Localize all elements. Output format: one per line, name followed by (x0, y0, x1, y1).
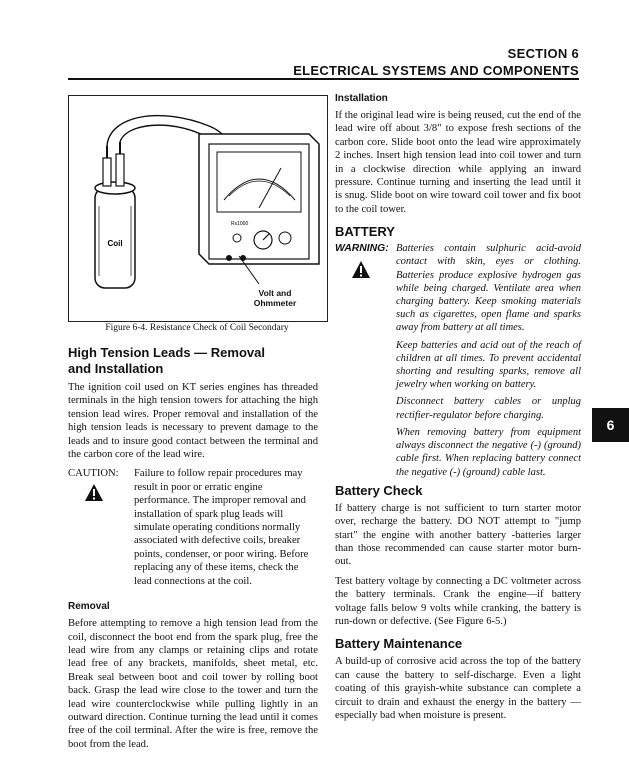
section-header (293, 46, 579, 78)
left-column (68, 345, 318, 751)
section-number: SECTION 6 (507, 46, 579, 61)
figure-6-4 (68, 95, 328, 322)
ohmmeter-drawing (199, 134, 319, 264)
warning-paragraph: Batteries contain sulphuric acid-avoid contact with skin, eyes or clothing. Batteries produce explosive hydrogen gas while being charged. Ventilate area when charging battery. Keep smoking materials such as cigarettes, open flame and sparks away from battery at all times. (396, 243, 581, 334)
battery-check-p1: If battery charge is not sufficient to turn starter motor over, recharge the battery. DO NOT attempt to "jump start" the engine with another battery -batteries larger than those recommended can cause starter motor burn-out. (335, 502, 581, 568)
battery-check-p2: Test battery voltage by connecting a DC voltmeter across the battery terminals. Crank the engine—if battery voltage falls below 9 volts while cranking, the battery is run-down or defective. (See Figure 6-5.) (335, 575, 581, 627)
caution-label: CAUTION: (68, 468, 119, 480)
high-tension-heading: High Tension Leads — Removal and Installation (68, 345, 265, 376)
section-tab: 6 (592, 408, 629, 442)
coil-label: Coil (107, 239, 123, 248)
figure-caption: Figure 6-4. Resistance Check of Coil Secondary (105, 323, 289, 333)
warning-paragraph: When removing battery from equipment always disconnect the negative (-) (ground) cable first. When replacing battery connect the negative (-) (ground) cable last. (396, 426, 581, 478)
warning-triangle-icon (84, 483, 104, 503)
battery-check-heading: Battery Check (335, 482, 423, 498)
battery-heading: BATTERY (335, 224, 395, 240)
battery-maintenance-heading: Battery Maintenance (335, 636, 463, 652)
high-tension-intro: The ignition coil used on KT series engines has threaded terminals in the high tension towers for attaching the high tension lead wires. Proper removal and installation of the high tension leads is necessary to prevent damage to the leads and to insure good contact between the terminal and the carbon core of the lead wire. (68, 382, 318, 461)
installation-text: If the original lead wire is being reused, cut the end of the lead wire off about 3/8" to expose fresh sections of the carbon core. Slide boot onto the lead wire approximately 2 inches. Insert high tension lead into coil tower and turn in a clockwise direction while applying an inward pressure. Continue turning and inserting the lead until it is snug. Slide boot on wire toward coil tower and fix boot to the coil tower. (335, 110, 581, 215)
warning-triangle-icon (351, 260, 371, 280)
caution-text: Failure to follow repair procedures may result in poor or erratic engine performance. The improper removal and installation of spark plug leads will simulate operating conditions normally associated with defective coils, breaker points, condenser, or poor wiring. Before replacing any of these items, check the lead connections at the coil. (134, 468, 309, 587)
header-rule (68, 78, 579, 80)
battery-maintenance-p1: A build-up of corrosive acid across the top of the battery can cause the battery to self-discharge. Even a light coating of this grayish-white substance can complete a circuit to drain and exhaust the energy in the battery — especially bad when moisture is present. (335, 656, 581, 721)
meter-label: Volt and Ohmmeter (253, 288, 297, 308)
warning-block (335, 242, 581, 478)
warning-paragraph: Keep batteries and acid out of the reach of children at all times. To prevent accidental shorting and resulting sparks, remove all jewelry when working on battery. (396, 339, 581, 391)
coil-drawing (95, 142, 135, 288)
removal-text: Before attempting to remove a high tension lead from the coil, disconnect the boot end from the spark plug, free the lead wire from any clamps or retaining clips and rotate lead free of any brackets, manifolds, sheet metal, etc. Break seal between boot and coil tower by rolling boot back. Grasp the lead wire close to the tower and turn the lead wire counterclockwise while pulling lightly in an outward direction. Continue turning the lead until it comes free of the coil terminal. After the wire is free, remove the boot from the lead. (68, 618, 318, 750)
right-column (335, 92, 581, 722)
warning-text (396, 242, 581, 478)
installation-heading: Installation (335, 93, 388, 104)
warning-paragraph: Disconnect battery cables or unplug rectifier-regulator before charging. (396, 396, 581, 421)
section-title: ELECTRICAL SYSTEMS AND COMPONENTS (293, 63, 579, 78)
removal-heading: Removal (68, 601, 110, 613)
caution-block (68, 467, 318, 588)
warning-label: WARNING: (335, 243, 389, 255)
meter-range-label: Rx1000 (231, 221, 249, 227)
